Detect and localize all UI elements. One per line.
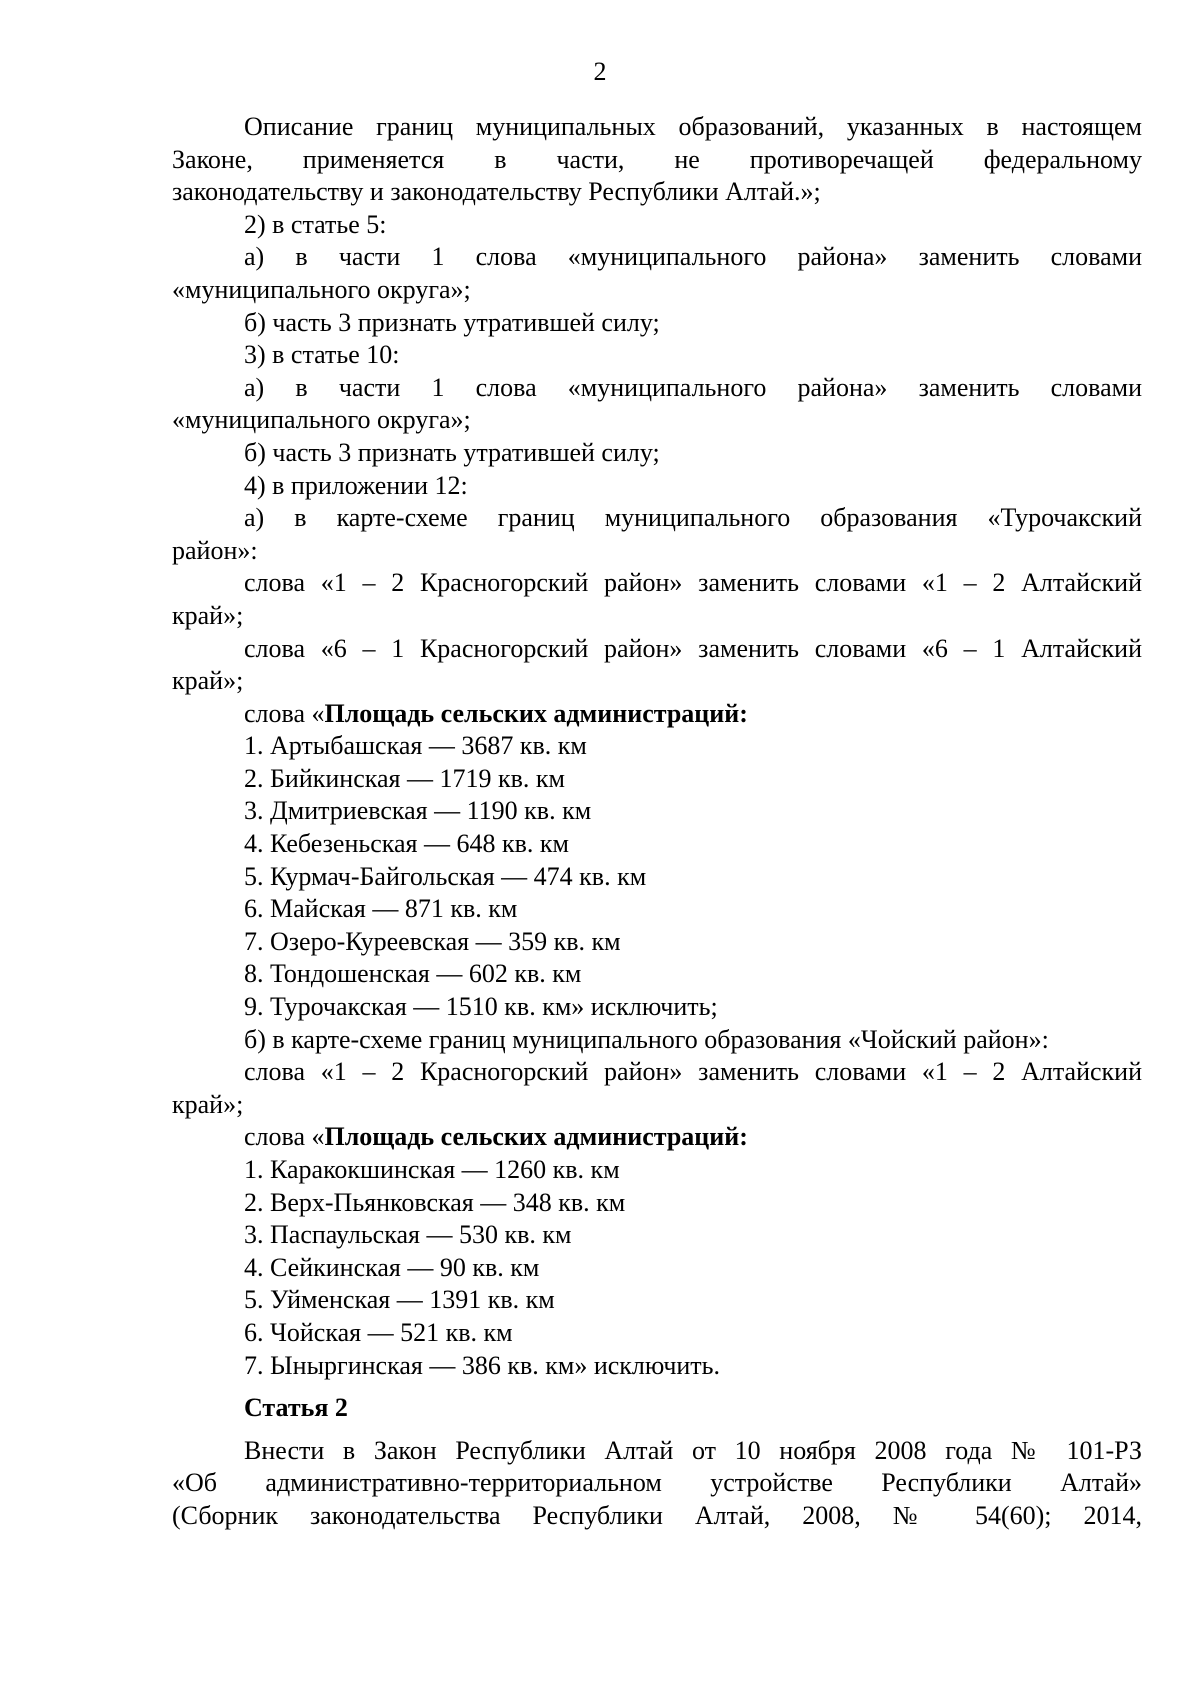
replacement-line: слова «1 – 2 Красногорский район» заменить словами «1 – 2 Алтайский [244, 1057, 1142, 1087]
paragraph-line: Законе, применяется в части, не противоречащей федеральному [172, 144, 1142, 174]
area-list-item: 1. Артыбашская — 3687 кв. км [244, 731, 587, 761]
area-list-item: 2. Бийкинская — 1719 кв. км [244, 763, 565, 793]
list-item: а) в части 1 слова «муниципального района» заменить словами [244, 372, 1142, 402]
list-item-continuation: район»: [172, 535, 258, 565]
replacement-continuation: край»; [172, 600, 244, 630]
list-item: а) в части 1 слова «муниципального района» заменить словами [244, 242, 1142, 272]
area-list-item: 6. Чойская — 521 кв. км [244, 1317, 513, 1347]
area-list-item: 5. Уйменская — 1391 кв. км [244, 1285, 555, 1315]
area-list-item: 9. Турочакская — 1510 кв. км» исключить; [244, 992, 718, 1022]
words-heading [172, 698, 1142, 731]
article-heading: Статья 2 [244, 1393, 348, 1423]
page-number: 2 [593, 57, 607, 86]
area-list-item: 7. Ыныргинская — 386 кв. км» исключить. [244, 1350, 721, 1380]
list-item: а) в карте-схеме границ муниципального образования «Турочакский [244, 503, 1142, 533]
choya-area-list [172, 1154, 1142, 1382]
replacement-continuation: край»; [172, 666, 244, 696]
list-item: 4) в приложении 12: [244, 470, 468, 500]
paragraph-line: (Сборник законодательства Республики Алтай, 2008, № 54(60); 2014, [172, 1500, 1142, 1530]
area-heading-bold: Площадь сельских администраций: [324, 1122, 748, 1152]
area-list-item: 3. Паспаульская — 530 кв. км [244, 1220, 572, 1250]
paragraph-line: законодательству и законодательству Республики Алтай.»; [172, 177, 821, 207]
words-prefix: слова « [244, 1122, 325, 1152]
replacement-line: слова «6 – 1 Красногорский район» заменить словами «6 – 1 Алтайский [244, 633, 1142, 663]
paragraph-line: «Об административно-территориальном устройстве Республики Алтай» [172, 1468, 1142, 1498]
list-item: 2) в статье 5: [244, 209, 387, 239]
list-item-continuation: «муниципального округа»; [172, 274, 471, 304]
turochak-area-list [172, 730, 1142, 1023]
list-item: б) часть 3 признать утратившей силу; [244, 307, 660, 337]
area-list-item: 7. Озеро-Куреевская — 359 кв. км [244, 926, 621, 956]
list-item-continuation: «муниципального округа»; [172, 405, 471, 435]
list-item: б) в карте-схеме границ муниципального образования «Чойский район»: [244, 1024, 1049, 1054]
replacement-line: слова «1 – 2 Красногорский район» заменить словами «1 – 2 Алтайский [244, 568, 1142, 598]
area-list-item: 3. Дмитриевская — 1190 кв. км [244, 796, 592, 826]
area-list-item: 6. Майская — 871 кв. км [244, 894, 518, 924]
list-item: б) часть 3 признать утратившей силу; [244, 437, 660, 467]
area-list-item: 1. Каракокшинская — 1260 кв. км [244, 1155, 620, 1184]
area-list-item: 2. Верх-Пьянковская — 348 кв. км [244, 1187, 626, 1217]
paragraph-line: Описание границ муниципальных образований, указанных в настоящем [244, 112, 1142, 141]
words-heading [172, 1121, 1142, 1154]
replacement-continuation: край»; [172, 1089, 244, 1119]
list-item: 3) в статье 10: [244, 340, 400, 370]
area-list-item: 4. Сейкинская — 90 кв. км [244, 1252, 540, 1282]
area-list-item: 8. Тондошенская — 602 кв. км [244, 959, 582, 989]
area-heading-bold: Площадь сельских администраций: [324, 698, 748, 728]
area-list-item: 4. Кебезеньская — 648 кв. км [244, 829, 569, 859]
words-prefix: слова « [244, 698, 325, 728]
document-body [172, 111, 1142, 1533]
paragraph-line: Внести в Закон Республики Алтай от 10 ноября 2008 года № 101-РЗ [244, 1435, 1142, 1465]
area-list-item: 5. Курмач-Байгольская — 474 кв. км [244, 861, 647, 891]
